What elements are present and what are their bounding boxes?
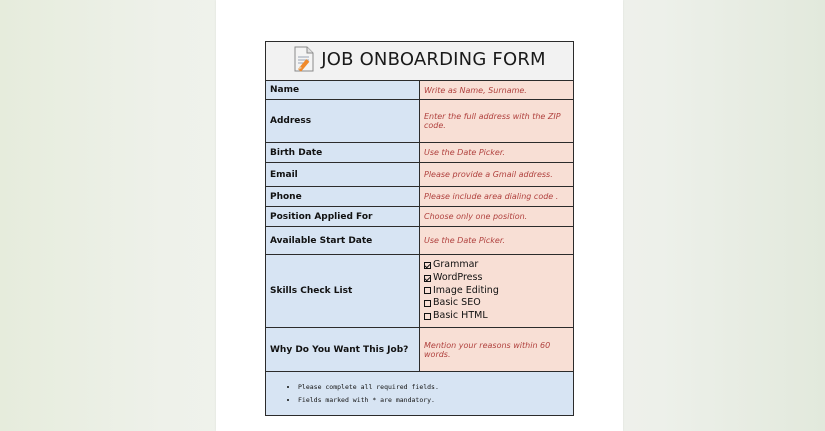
skill-item-basic-html[interactable] [424, 310, 569, 323]
skill-label: Grammar [433, 259, 479, 270]
email-field[interactable]: Please provide a Gmail address. [420, 163, 574, 187]
birth-date-label: Birth Date [266, 143, 420, 163]
why-field[interactable]: Mention your reasons within 60 words. [420, 328, 574, 372]
onboarding-form-table [265, 41, 574, 416]
position-label: Position Applied For [266, 207, 420, 227]
notes-list [270, 381, 569, 407]
notes-section [266, 372, 574, 416]
note-item: • Please complete all required fields. [298, 381, 569, 394]
birth-date-field[interactable]: Use the Date Picker. [420, 143, 574, 163]
position-field[interactable]: Choose only one position. [420, 207, 574, 227]
address-field[interactable]: Enter the full address with the ZIP code. [420, 100, 574, 143]
skill-label: Image Editing [433, 284, 499, 296]
phone-field[interactable]: Please include area dialing code . [420, 187, 574, 207]
document-pencil-icon [293, 46, 315, 72]
checkbox-checked-icon[interactable] [424, 262, 431, 269]
phone-label: Phone [266, 187, 420, 207]
skill-item-wordpress[interactable] [424, 272, 569, 285]
address-label: Address [266, 100, 420, 143]
skill-item-image-editing[interactable] [424, 285, 569, 298]
name-field[interactable]: Write as Name, Surname. [420, 81, 574, 100]
skills-label: Skills Check List [266, 255, 420, 328]
checkbox-empty-icon[interactable] [424, 300, 431, 307]
form-header [266, 42, 574, 81]
checkbox-checked-icon[interactable] [424, 275, 431, 282]
document-page [216, 0, 623, 431]
skill-item-grammar[interactable] [424, 259, 569, 272]
form-title: JOB ONBOARDING FORM [321, 48, 546, 70]
skill-label: WordPress [433, 271, 483, 283]
why-label: Why Do You Want This Job? [266, 328, 420, 372]
skill-label: Basic HTML [433, 310, 488, 322]
start-date-label: Available Start Date [266, 227, 420, 255]
checkbox-empty-icon[interactable] [424, 313, 431, 320]
note-item: • Fields marked with * are mandatory. [298, 394, 569, 407]
skills-checklist [420, 255, 574, 328]
name-label: Name [266, 81, 420, 100]
skill-item-basic-seo[interactable] [424, 297, 569, 310]
email-label: Email [266, 163, 420, 187]
start-date-field[interactable]: Use the Date Picker. [420, 227, 574, 255]
checkbox-empty-icon[interactable] [424, 287, 431, 294]
skill-label: Basic SEO [433, 297, 481, 309]
